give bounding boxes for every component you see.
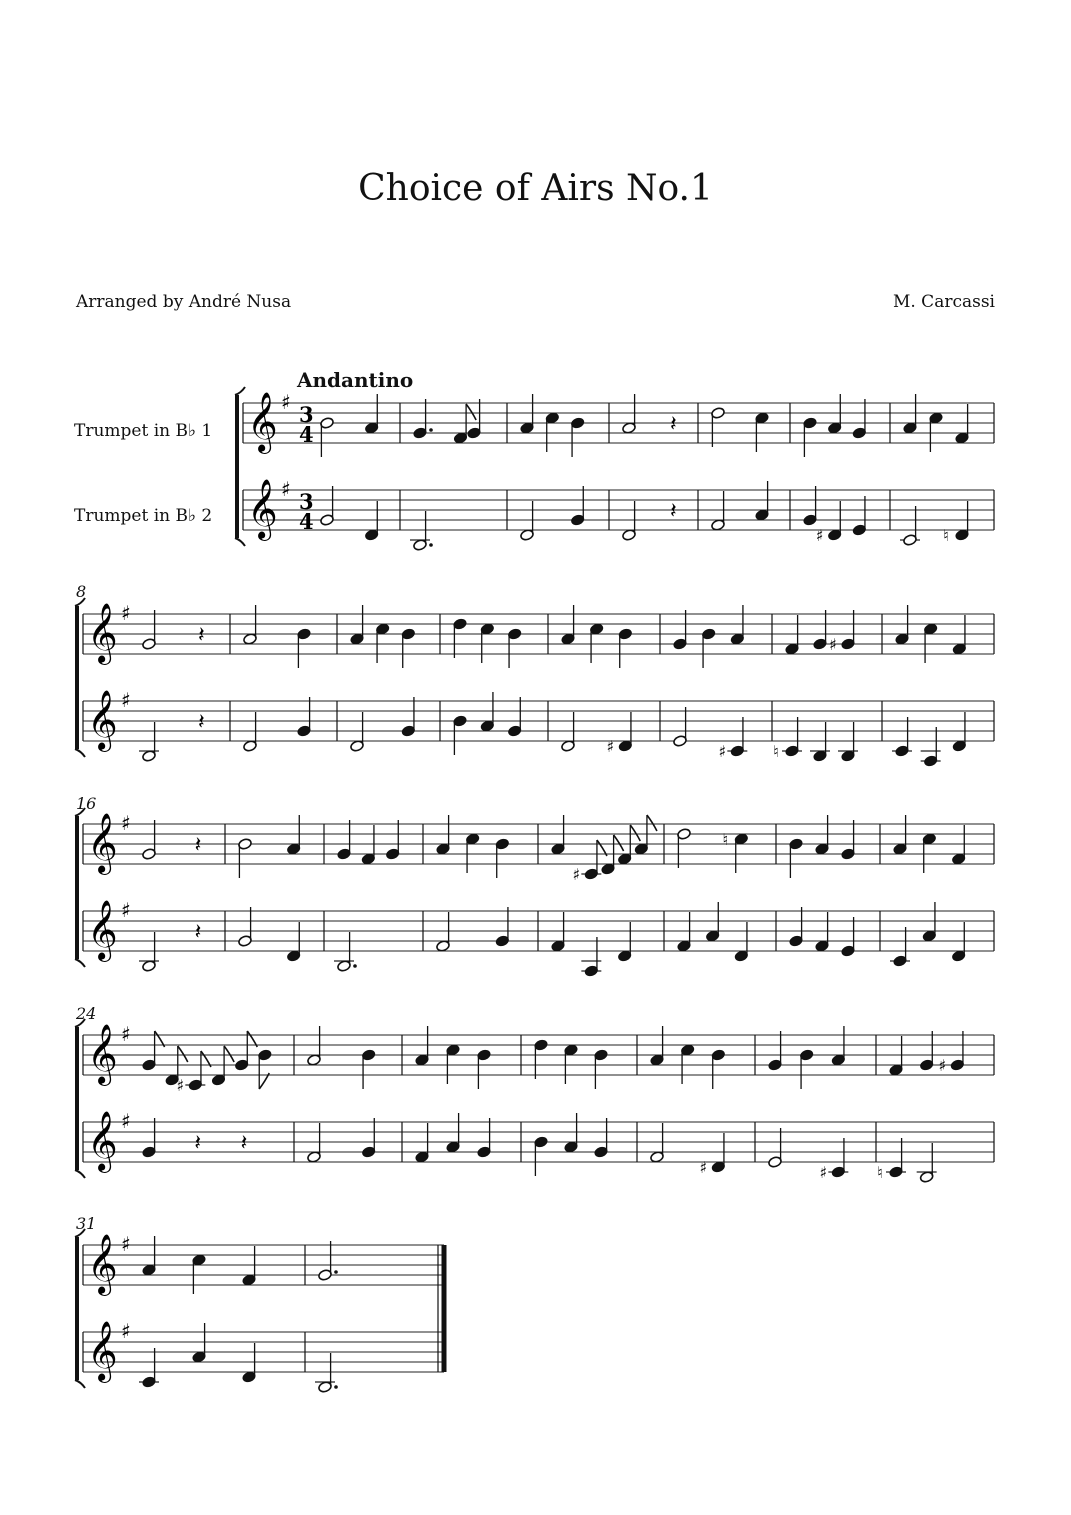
note [951,825,966,865]
note [803,486,818,526]
instrument-label-trumpet-1: Trumpet in B♭ 1 [74,421,213,441]
measure-number: 24 [76,1004,97,1023]
note [564,1113,579,1153]
time-signature-bottom: 4 [299,422,314,447]
note [889,1036,904,1076]
note [315,1353,338,1393]
note [297,628,312,668]
note [813,610,828,650]
bracket-hook [235,538,245,546]
key-signature-sharp-icon: ♯ [121,1319,131,1343]
note [415,1026,430,1066]
note [618,628,633,668]
treble-clef-icon: 𝄞 [87,900,118,960]
note [551,912,566,952]
note [722,830,748,873]
note [921,727,941,767]
bracket-hook [75,1380,85,1388]
note [401,697,416,737]
sharp-icon: ♯ [699,1158,708,1177]
note [334,932,357,972]
note [243,605,258,645]
note [238,907,253,947]
note [711,1049,726,1089]
key-signature-sharp-icon: ♯ [281,390,291,414]
note [139,1348,159,1388]
sharp-icon: ♯ [572,865,581,884]
note [581,937,601,977]
key-signature-sharp-icon: ♯ [121,1109,131,1133]
note [831,1026,846,1066]
note-flag [178,1046,188,1062]
note [364,394,379,434]
note [570,417,585,457]
score-title: Choice of Airs No.1 [358,168,713,209]
note [350,605,365,645]
note [238,838,253,878]
key-signature-sharp-icon: ♯ [281,477,291,501]
note [561,712,576,752]
note [606,712,632,756]
note-flag [630,825,640,841]
note [286,815,301,855]
note [258,1049,273,1089]
note [892,717,912,757]
augmentation-dot [429,543,433,547]
note [211,1046,234,1086]
quarter-rest-icon: 𝄽 [670,499,677,524]
note [893,815,908,855]
note [436,815,451,855]
treble-clef-icon: 𝄞 [87,603,118,663]
note [192,1254,207,1294]
natural-icon: ♮ [773,742,779,761]
note [838,722,858,762]
note [495,838,510,878]
note [827,394,842,434]
note [789,838,804,878]
bracket-hook [75,959,85,967]
note [465,833,480,873]
note [243,712,258,752]
note [307,1123,322,1163]
note [734,922,749,962]
note [923,623,938,663]
note [350,712,365,752]
note [929,412,944,452]
note [755,412,770,452]
note [242,1246,257,1286]
note-flag [614,835,624,851]
note [650,1026,665,1066]
instrument-label-trumpet-2: Trumpet in B♭ 2 [74,506,213,526]
sharp-icon: ♯ [718,742,727,761]
note [943,501,969,545]
note [701,628,716,668]
note [495,907,510,947]
note [286,922,301,962]
note [139,932,159,972]
natural-icon: ♮ [943,526,949,545]
note [785,615,800,655]
note [375,623,390,663]
note [852,496,867,536]
note [142,1236,157,1276]
note [572,840,607,884]
sharp-icon: ♯ [819,1163,828,1182]
note [601,835,624,875]
bracket-hook [75,749,85,757]
note [477,1118,492,1158]
note [410,511,433,551]
note [401,628,416,668]
note [617,922,632,962]
note-flag [224,1046,234,1062]
note [385,820,400,860]
note-flag [647,815,657,831]
bracket-hook [75,808,85,816]
note [534,1136,549,1176]
quarter-rest-icon: 𝄽 [198,710,205,735]
note [718,717,747,761]
treble-clef-icon: 𝄞 [87,1111,118,1171]
note [755,481,770,521]
quarter-rest-icon: 𝄽 [194,920,202,945]
note [520,501,535,541]
treble-clef-icon: 𝄞 [87,1024,118,1084]
measure-number: 31 [76,1214,97,1233]
note [297,697,312,737]
note [142,1118,157,1158]
note [139,722,159,762]
note [142,610,157,650]
note [768,1031,783,1071]
key-signature-sharp-icon: ♯ [121,1232,131,1256]
note [622,394,637,434]
note [594,1049,609,1089]
note [176,1051,211,1095]
note [480,692,495,732]
note [773,717,802,761]
note [852,399,867,439]
note [520,394,535,434]
key-signature-sharp-icon: ♯ [121,1022,131,1046]
note [711,407,726,447]
note [815,912,830,952]
note [446,1044,461,1084]
time-signature-top: 3 [299,402,314,427]
note [895,605,910,645]
note [919,1031,934,1071]
note [922,833,937,873]
note [903,394,918,434]
note [545,412,560,452]
arranger-credit: Arranged by André Nusa [76,292,292,312]
key-signature-sharp-icon: ♯ [121,601,131,625]
note [453,404,476,444]
note [877,1138,906,1182]
quarter-rest-icon: 𝄽 [194,833,202,858]
note [730,605,745,645]
note [955,404,970,444]
composer-credit: M. Carcassi [892,292,995,312]
natural-icon: ♮ [877,1163,883,1182]
tempo-marking: Andantino [297,368,414,392]
treble-clef-icon: 𝄞 [87,1234,118,1294]
note [803,417,818,457]
bracket-hook [75,1170,85,1178]
key-signature-sharp-icon: ♯ [121,811,131,835]
sharp-icon: ♯ [176,1076,185,1095]
note [711,491,726,531]
note [829,610,855,654]
treble-clef-icon: 𝄞 [247,392,278,452]
note [816,501,842,545]
note [677,828,692,868]
sharp-icon: ♯ [829,635,837,654]
note [673,707,688,747]
note [192,1323,207,1363]
note [789,907,804,947]
note [142,820,157,860]
note [361,1118,376,1158]
note [677,912,692,952]
augmentation-dot [334,1270,338,1274]
note [900,506,920,546]
time-signature-top: 3 [299,489,314,514]
note [917,1143,937,1183]
sharp-icon: ♯ [606,737,615,756]
note [768,1128,783,1168]
note [320,486,335,526]
note [570,486,585,526]
note [650,1123,665,1163]
treble-clef-icon: 𝄞 [87,690,118,750]
note [589,623,604,663]
bracket-hook [75,1019,85,1027]
measure-number: 16 [76,794,97,813]
note [938,1031,964,1075]
note [242,1343,257,1383]
note [841,820,856,860]
note [680,1044,695,1084]
note [561,605,576,645]
note [951,922,966,962]
note [841,917,856,957]
note [810,722,830,762]
note [564,1044,579,1084]
augmentation-dot [334,1385,338,1389]
sharp-icon: ♯ [815,526,824,545]
note [415,1123,430,1163]
note [436,912,451,952]
bracket-hook [75,598,85,606]
quarter-rest-icon: 𝄽 [240,1131,248,1156]
natural-icon: ♮ [722,830,729,849]
note [453,618,468,658]
note [673,610,688,650]
note [594,1118,609,1158]
augmentation-dot [429,428,433,432]
key-signature-sharp-icon: ♯ [121,688,131,712]
note [815,815,830,855]
note [361,1049,376,1089]
note [507,697,522,737]
time-signature-bottom: 4 [299,509,314,534]
measure-number: 8 [76,582,87,601]
quarter-rest-icon: 𝄽 [198,623,205,648]
note [480,623,495,663]
key-signature-sharp-icon: ♯ [121,898,131,922]
quarter-rest-icon: 𝄽 [670,412,677,437]
note [819,1138,848,1182]
note [952,615,967,655]
note-flag [466,404,476,420]
note [551,815,566,855]
note [534,1039,549,1079]
treble-clef-icon: 𝄞 [87,813,118,873]
augmentation-dot [353,964,357,968]
note [890,927,910,967]
treble-clef-icon: 𝄞 [87,1321,118,1381]
sharp-icon: ♯ [938,1056,947,1075]
note [307,1026,322,1066]
note [799,1049,814,1089]
bracket-hook [75,1229,85,1237]
note [361,825,376,865]
note [337,820,352,860]
treble-clef-icon: 𝄞 [247,479,278,539]
note [922,902,937,942]
note [699,1133,725,1177]
bracket-hook [235,387,245,395]
note [364,501,379,541]
note [453,715,468,755]
note [320,417,335,457]
note [477,1049,492,1089]
note [705,902,720,942]
note [467,399,482,439]
note [507,628,522,668]
quarter-rest-icon: 𝄽 [194,1131,202,1156]
note [446,1113,461,1153]
note [622,501,637,541]
note [952,712,967,752]
